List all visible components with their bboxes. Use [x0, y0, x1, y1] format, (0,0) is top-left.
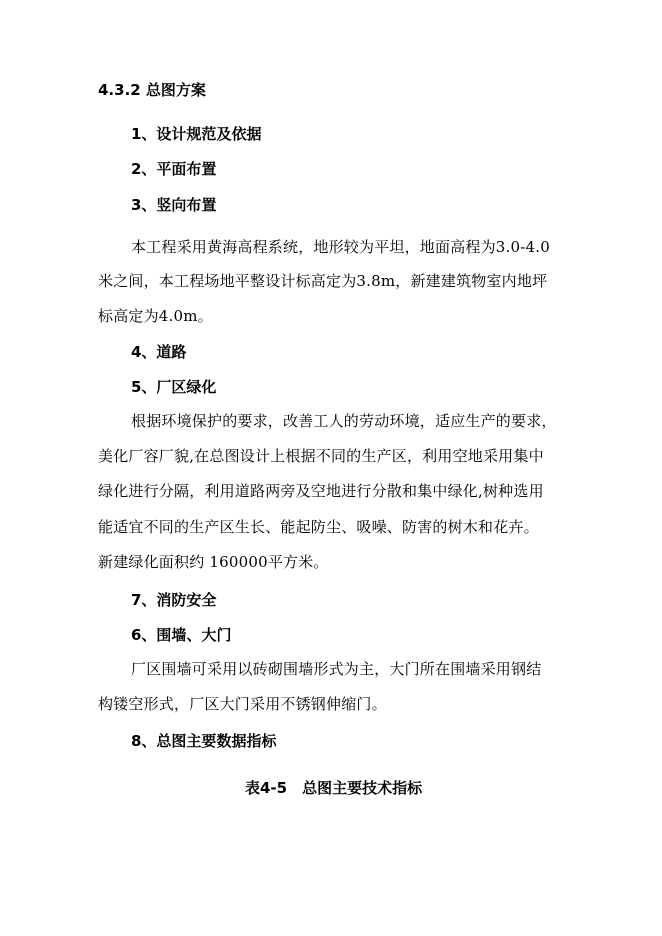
heading-walls-gates: 6、围墙、大门	[131, 626, 232, 644]
heading-roads: 4、道路	[131, 343, 187, 361]
paragraph-line: 米之间，本工程场地平整设计标高定为3.8m，新建建筑物室内地坪	[98, 272, 548, 290]
table-caption: 表4-5 总图主要技术指标	[245, 779, 423, 797]
heading-vertical-layout: 3、竖向布置	[131, 196, 217, 214]
paragraph-line: 厂区围墙可采用以砖砌围墙形式为主，大门所在围墙采用钢结	[131, 660, 542, 678]
paragraph-line: 标高定为4.0m。	[98, 307, 213, 325]
heading-greening: 5、厂区绿化	[131, 378, 217, 396]
paragraph-line: 能适宜不同的生产区生长、能起防尘、吸噪、防害的树木和花卉。	[98, 518, 539, 536]
paragraph-line: 本工程采用黄海高程系统，地形较为平坦，地面高程为3.0-4.0	[131, 238, 550, 256]
heading-data-indicators: 8、总图主要数据指标	[131, 732, 277, 750]
paragraph-line: 新建绿化面积约 160000平方米。	[98, 553, 329, 571]
paragraph-line: 根据环境保护的要求，改善工人的劳动环境，适应生产的要求，	[131, 412, 557, 430]
heading-plan-layout: 2、平面布置	[131, 160, 217, 178]
paragraph-line: 构镂空形式，厂区大门采用不锈钢伸缩门。	[98, 695, 387, 713]
section-title: 4.3.2 总图方案	[98, 81, 206, 99]
paragraph-line: 美化厂容厂貌,在总图设计上根据不同的生产区，利用空地采用集中	[98, 447, 544, 465]
heading-fire-safety: 7、消防安全	[131, 591, 217, 609]
paragraph-line: 绿化进行分隔，利用道路两旁及空地进行分散和集中绿化,树种选用	[98, 482, 544, 500]
heading-design-standards: 1、设计规范及依据	[131, 125, 262, 143]
